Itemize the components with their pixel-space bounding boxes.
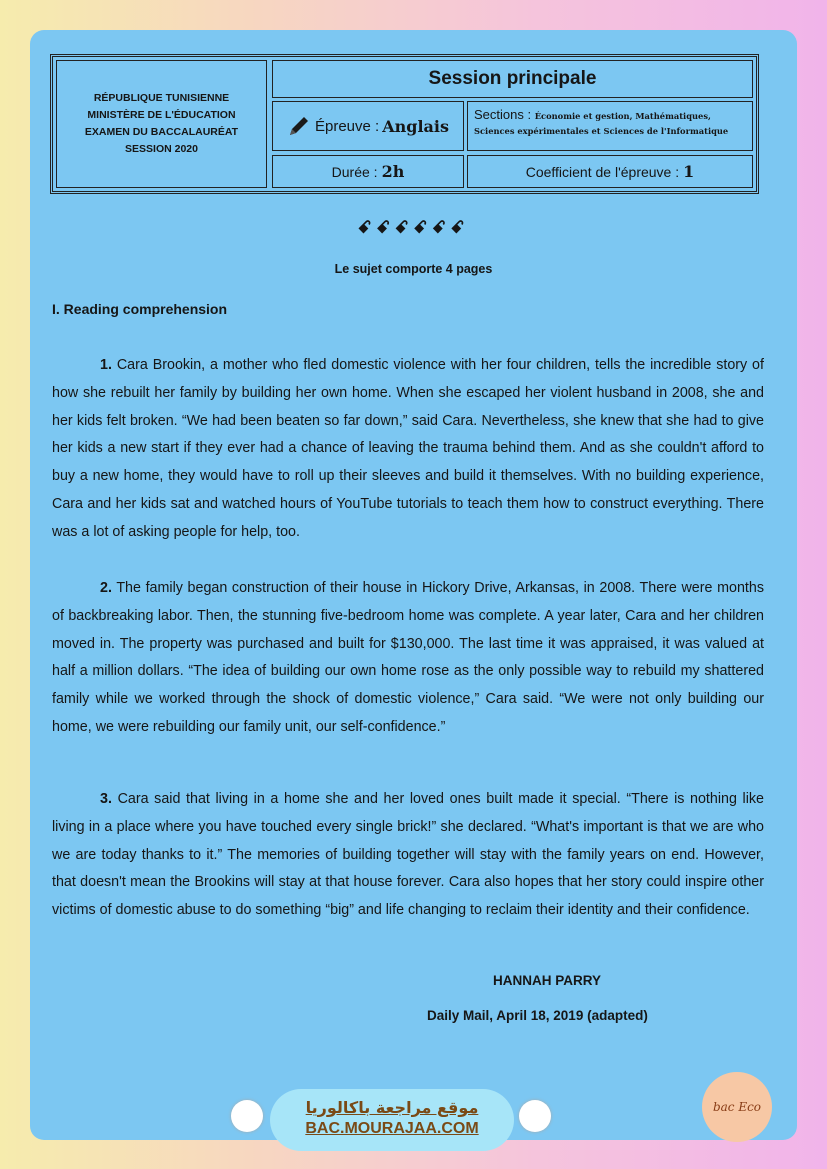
site-logo-icon [231, 1100, 263, 1132]
site-name-arabic[interactable]: موقع مراجعة باكالوريا [305, 1098, 479, 1117]
country-label: RÉPUBLIQUE TUNISIENNE [93, 92, 230, 104]
institution-block [56, 60, 267, 188]
site-banner[interactable] [270, 1089, 514, 1151]
paragraph-number: 3. [100, 791, 112, 807]
sections-block [467, 101, 753, 151]
paragraph-3 [52, 786, 764, 925]
section-title: I. Reading comprehension [52, 301, 228, 317]
ornament-divider: ꗃꗃꗃꗃꗃꗃ [357, 218, 470, 237]
site-logo-icon [519, 1100, 551, 1132]
bac-eco-badge: bac Eco [702, 1072, 772, 1142]
paragraph-1 [52, 352, 764, 547]
epreuve-label: Épreuve : [315, 117, 380, 135]
paragraph-number: 2. [100, 580, 112, 596]
sections-value: Économie et gestion, Mathématiques, Sciences expérimentales et Sciences de l'Informatique [474, 111, 729, 136]
paragraph-text: Cara Brookin, a mother who fled domestic violence with her four children, tells the incredible story of how she rebuilt her family by building her own home. When she escaped her violent husband in 2008, she and her kids felt broken. “We had been beaten so far down,” said Cara. Nevertheless, she knew that she had to give her kids a new start if they ever had a chance of leaving the trauma behind them. And as she couldn't afford to buy a new home, they would have to roll up their sleeves and build it themselves. With no building experience, Cara and her kids sat and watched hours of YouTube tutorials to teach them how to construct everything. There was a lot of asking people for help, too. [52, 357, 764, 540]
duree-value: 2h [381, 162, 405, 181]
coef-value: 1 [683, 162, 695, 181]
paragraph-2 [52, 575, 764, 742]
pencil-icon [287, 114, 311, 138]
coefficient-block [467, 155, 753, 188]
article-source: Daily Mail, April 18, 2019 (adapted) [427, 1008, 648, 1023]
site-url-link[interactable]: BAC.MOURAJAA.COM [305, 1120, 479, 1137]
pages-note: Le sujet comporte 4 pages [334, 262, 493, 276]
epreuve-value: Anglais [382, 116, 449, 136]
epreuve-block [272, 101, 464, 151]
exam-label: EXAMEN DU BACCALAURÉAT [84, 126, 239, 138]
author-name: HANNAH PARRY [493, 973, 601, 988]
duree-block [272, 155, 464, 188]
session-type: Session principale [272, 60, 753, 98]
coef-label: Coefficient de l'épreuve : [525, 163, 680, 180]
sections-label: Sections : [474, 107, 532, 122]
duree-label: Durée : [331, 163, 378, 180]
session-year-label: SESSION 2020 [125, 143, 198, 155]
paragraph-text: Cara said that living in a home she and her loved ones built made it special. “There is nothing like living in a place where you have touched every single brick!” she declared. “What's important is that we are who we are today thanks to it.” The memories of building together will stay with the family years on end. However, that doesn't mean the Brookins will stay at that house forever. Cara also hopes that her story could inspire other victims of domestic abuse to do something “big” and life changing to reclaim their identity and their confidence. [52, 791, 764, 919]
exam-header-table [50, 54, 759, 194]
ministry-label: MINISTÈRE DE L'ÉDUCATION [87, 109, 236, 121]
paragraph-number: 1. [100, 357, 112, 373]
paragraph-text: The family began construction of their house in Hickory Drive, Arkansas, in 2008. There were months of backbreaking labor. Then, the stunning five-bedroom home was complete. A year later, Cara and her children moved in. The property was purchased and built for $130,000. The last time it was appraised, it was valued at half a million dollars. “The idea of building our own home rose as the only possible way to rebuild my shattered family while we worked through the shock of domestic violence,” Cara said. “We were not only building our home, we were rebuilding our family unit, our self-confidence.” [52, 580, 764, 735]
exam-page [30, 30, 797, 1140]
